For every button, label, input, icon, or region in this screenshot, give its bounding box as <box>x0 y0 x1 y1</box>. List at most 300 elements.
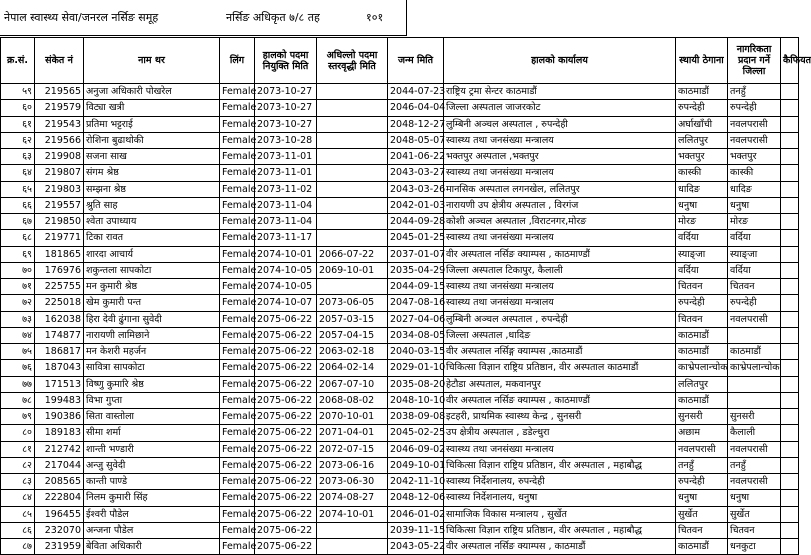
name-cell: शकुन्तला सापकोटा <box>84 262 220 278</box>
address-cell: नवलपरासी <box>676 441 728 457</box>
code-cell: 219579 <box>35 100 84 116</box>
column-header: क्र.सं. <box>1 38 35 84</box>
office-cell: लुम्बिनी अञ्चल अस्पताल , रुपन्देही <box>444 311 676 327</box>
code-cell: 219850 <box>35 214 84 230</box>
citizenship-district-cell: नवलपरासी <box>728 474 781 490</box>
address-cell: कास्की <box>676 165 728 181</box>
address-cell: काठमाडौं <box>676 392 728 408</box>
office-cell: राष्ट्रिय ट्रमा सेन्टर काठमाडौं <box>444 84 676 100</box>
code-cell: 231959 <box>35 539 84 555</box>
name-cell: विष्णु कुमारि श्रेष्ठ <box>84 376 220 392</box>
code-cell: 181865 <box>35 246 84 262</box>
address-cell: रुपन्देही <box>676 295 728 311</box>
table-row <box>1 295 799 311</box>
column-header: जन्म मिति <box>388 38 444 84</box>
table-row <box>1 360 799 376</box>
citizenship-district-cell: नवलपरासी <box>728 311 781 327</box>
birth-date-cell: 2034-08-05 <box>388 327 444 343</box>
gender-cell: Female <box>220 360 255 376</box>
upgrade-date-cell <box>317 132 388 148</box>
serial-cell: ७७ <box>1 376 35 392</box>
header-row <box>1 38 799 84</box>
upgrade-date-cell: 2071-04-01 <box>317 425 388 441</box>
name-cell: सजना साख <box>84 149 220 165</box>
remarks-cell <box>781 246 799 262</box>
code-cell: 174877 <box>35 327 84 343</box>
upgrade-date-cell <box>317 279 388 295</box>
name-cell: संगम श्रेष्ठ <box>84 165 220 181</box>
remarks-cell <box>781 197 799 213</box>
address-cell: काठमाडौं <box>676 539 728 555</box>
serial-cell: ८७ <box>1 539 35 555</box>
birth-date-cell: 2041-06-22 <box>388 149 444 165</box>
citizenship-district-cell: सुर्खेत <box>728 506 781 522</box>
serial-cell: ८५ <box>1 506 35 522</box>
citizenship-district-cell <box>728 392 781 408</box>
code-cell: 208565 <box>35 474 84 490</box>
citizenship-district-cell: तनहुँ <box>728 84 781 100</box>
name-cell: मन केशरी महर्जन <box>84 344 220 360</box>
address-cell: चितवन <box>676 279 728 295</box>
address-cell: धनुषा <box>676 197 728 213</box>
name-cell: ईश्वरी पौडेल <box>84 506 220 522</box>
table-row <box>1 490 799 506</box>
appointment-date-cell: 2075-06-22 <box>255 392 317 408</box>
column-header: अधिल्लो पदमा स्तरवृद्धी मिति <box>317 38 388 84</box>
birth-date-cell: 2037-01-07 <box>388 246 444 262</box>
upgrade-date-cell: 2073-06-30 <box>317 474 388 490</box>
birth-date-cell: 2046-01-02 <box>388 506 444 522</box>
name-cell: विट्या खत्री <box>84 100 220 116</box>
upgrade-date-cell <box>317 214 388 230</box>
gender-cell: Female <box>220 197 255 213</box>
table-row <box>1 149 799 165</box>
name-cell: श्रुति साह <box>84 197 220 213</box>
code-cell: 225018 <box>35 295 84 311</box>
name-cell: हिरा देवी ढुंगाना सुवेदी <box>84 311 220 327</box>
gender-cell: Female <box>220 457 255 473</box>
name-cell: कान्ती पाण्डे <box>84 474 220 490</box>
name-cell: शारदा आचार्य <box>84 246 220 262</box>
remarks-cell <box>781 425 799 441</box>
office-cell: स्वास्थ्य तथा जनसंख्या मन्त्रालय <box>444 230 676 246</box>
upgrade-date-cell <box>317 230 388 246</box>
birth-date-cell: 2043-03-26 <box>388 181 444 197</box>
gender-cell: Female <box>220 181 255 197</box>
upgrade-date-cell: 2074-10-01 <box>317 506 388 522</box>
code-cell: 225755 <box>35 279 84 295</box>
name-cell: श्वेता उपाध्याय <box>84 214 220 230</box>
birth-date-cell: 2035-04-29 <box>388 262 444 278</box>
name-cell: मन कुमारी श्रेष्ठ <box>84 279 220 295</box>
remarks-cell <box>781 344 799 360</box>
serial-cell: ७९ <box>1 409 35 425</box>
gender-cell: Female <box>220 490 255 506</box>
appointment-date-cell: 2073-11-04 <box>255 197 317 213</box>
remarks-cell <box>781 100 799 116</box>
code-cell: 222804 <box>35 490 84 506</box>
appointment-date-cell: 2074-10-05 <box>255 262 317 278</box>
serial-cell: ७० <box>1 262 35 278</box>
remarks-cell <box>781 409 799 425</box>
serial-cell: ८१ <box>1 441 35 457</box>
citizenship-district-cell: कास्की <box>728 165 781 181</box>
office-cell: स्वास्थ्य तथा जनसंख्या मन्त्रालय <box>444 165 676 181</box>
office-cell: मानसिक अस्पताल लगनखेल, ललितपुर <box>444 181 676 197</box>
serial-cell: ७३ <box>1 311 35 327</box>
appointment-date-cell: 2073-11-02 <box>255 181 317 197</box>
birth-date-cell: 2045-01-25 <box>388 230 444 246</box>
appointment-date-cell: 2074-10-05 <box>255 279 317 295</box>
remarks-cell <box>781 214 799 230</box>
address-cell: ललितपुर <box>676 132 728 148</box>
remarks-cell <box>781 522 799 538</box>
office-cell: भक्तपुर अस्पताल ,भक्तपुर <box>444 149 676 165</box>
name-cell: विभा गुप्ता <box>84 392 220 408</box>
birth-date-cell: 2049-10-01 <box>388 457 444 473</box>
remarks-cell <box>781 181 799 197</box>
remarks-cell <box>781 327 799 343</box>
name-cell: टिका रावत <box>84 230 220 246</box>
upgrade-date-cell: 2070-10-01 <box>317 409 388 425</box>
birth-date-cell: 2039-11-15 <box>388 522 444 538</box>
serial-cell: ८६ <box>1 522 35 538</box>
birth-date-cell: 2047-08-16 <box>388 295 444 311</box>
code-cell: 217044 <box>35 457 84 473</box>
table-row <box>1 116 799 132</box>
address-cell: स्याङ्जा <box>676 246 728 262</box>
serial-cell: ६४ <box>1 165 35 181</box>
upgrade-date-cell <box>317 84 388 100</box>
gender-cell: Female <box>220 539 255 555</box>
citizenship-district-cell: रुपन्देही <box>728 100 781 116</box>
column-header: कैफियत <box>781 38 799 84</box>
code-cell: 219565 <box>35 84 84 100</box>
table-row <box>1 474 799 490</box>
remarks-cell <box>781 441 799 457</box>
roster-table <box>0 37 811 555</box>
serial-cell: ६५ <box>1 181 35 197</box>
address-cell: वर्दिया <box>676 230 728 246</box>
name-cell: रोशिना बुढाथोकी <box>84 132 220 148</box>
office-cell: चिकित्सा विज्ञान राष्ट्रिय प्रतिष्ठान, वीर अस्पताल , महाबौद्ध <box>444 457 676 473</box>
citizenship-district-cell: सुनसरी <box>728 409 781 425</box>
citizenship-district-cell: स्याङ्जा <box>728 246 781 262</box>
remarks-cell <box>781 392 799 408</box>
table-row <box>1 214 799 230</box>
birth-date-cell: 2027-04-06 <box>388 311 444 327</box>
citizenship-district-cell: काभ्रेपलान्चोक <box>728 360 781 376</box>
office-cell: वीर अस्पताल नर्सिङ क्याम्पस , काठमाण्डौं <box>444 392 676 408</box>
code-cell: 232070 <box>35 522 84 538</box>
appointment-date-cell: 2074-10-07 <box>255 295 317 311</box>
birth-date-cell: 2048-05-07 <box>388 132 444 148</box>
appointment-date-cell: 2075-06-22 <box>255 490 317 506</box>
code-cell: 219908 <box>35 149 84 165</box>
column-header: संकेत नं <box>35 38 84 84</box>
table-row <box>1 279 799 295</box>
citizenship-district-cell: रुपन्देही <box>728 295 781 311</box>
code-cell: 219543 <box>35 116 84 132</box>
address-cell: भक्तपुर <box>676 149 728 165</box>
office-cell: चिकित्सा विज्ञान राष्ट्रिय प्रतिष्ठान, वीर अस्पताल काठमाडौं <box>444 360 676 376</box>
name-cell: अन्जु सुवेदी <box>84 457 220 473</box>
citizenship-district-cell: चितवन <box>728 279 781 295</box>
birth-date-cell: 2035-08-20 <box>388 376 444 392</box>
serial-cell: ६९ <box>1 246 35 262</box>
remarks-cell <box>781 84 799 100</box>
gender-cell: Female <box>220 165 255 181</box>
serial-cell: ६१ <box>1 116 35 132</box>
remarks-cell <box>781 474 799 490</box>
birth-date-cell: 2044-09-15 <box>388 279 444 295</box>
code-cell: 196455 <box>35 506 84 522</box>
office-cell: स्वास्थ्य तथा जनसंख्या मन्त्रालय <box>444 441 676 457</box>
serial-cell: ६२ <box>1 132 35 148</box>
appointment-date-cell: 2075-06-22 <box>255 360 317 376</box>
serial-cell: ८४ <box>1 490 35 506</box>
address-cell: चितवन <box>676 311 728 327</box>
upgrade-date-cell: 2067-07-10 <box>317 376 388 392</box>
gender-cell: Female <box>220 311 255 327</box>
birth-date-cell: 2048-10-10 <box>388 392 444 408</box>
gender-cell: Female <box>220 84 255 100</box>
code-cell: 190386 <box>35 409 84 425</box>
address-cell: अछाम <box>676 425 728 441</box>
serial-cell: ६६ <box>1 197 35 213</box>
remarks-cell <box>781 360 799 376</box>
table-row <box>1 522 799 538</box>
serial-cell: ६७ <box>1 214 35 230</box>
serial-cell: ७१ <box>1 279 35 295</box>
table-row <box>1 425 799 441</box>
document-header <box>0 0 407 36</box>
name-cell: नारायणी लामिछाने <box>84 327 220 343</box>
table-row <box>1 409 799 425</box>
office-cell: इटहरी, प्राथमिक स्वास्थ्य केन्द्र , सुनसरी <box>444 409 676 425</box>
office-cell: जिल्ला अस्पताल टिकापुर, कैलाली <box>444 262 676 278</box>
citizenship-district-cell: नवलपरासी <box>728 116 781 132</box>
birth-date-cell: 2048-12-06 <box>388 490 444 506</box>
upgrade-date-cell <box>317 539 388 555</box>
serial-cell: ७५ <box>1 344 35 360</box>
gender-cell: Female <box>220 246 255 262</box>
upgrade-date-cell <box>317 165 388 181</box>
code-cell: 162038 <box>35 311 84 327</box>
citizenship-district-cell: तनहुँ <box>728 457 781 473</box>
appointment-date-cell: 2075-06-22 <box>255 441 317 457</box>
office-cell: उप क्षेत्रीय अस्पताल , डडेल्धुरा <box>444 425 676 441</box>
upgrade-date-cell: 2073-06-05 <box>317 295 388 311</box>
citizenship-district-cell: धनकुटा <box>728 539 781 555</box>
post-title: नर्सिङ अधिकृत ७/८ तह <box>226 11 320 24</box>
serial-cell: ६३ <box>1 149 35 165</box>
remarks-cell <box>781 376 799 392</box>
office-cell: स्वास्थ्य तथा जनसंख्या मन्त्रालय <box>444 132 676 148</box>
gender-cell: Female <box>220 214 255 230</box>
upgrade-date-cell: 2068-08-02 <box>317 392 388 408</box>
appointment-date-cell: 2075-06-22 <box>255 425 317 441</box>
appointment-date-cell: 2075-06-22 <box>255 539 317 555</box>
appointment-date-cell: 2075-06-22 <box>255 474 317 490</box>
office-cell: स्वास्थ्य निर्देशनालय, धनुषा <box>444 490 676 506</box>
office-cell: स्वास्थ्य निर्देशनालय, रुपन्देही <box>444 474 676 490</box>
name-cell: अनुजा अधिकारी पोखरेल <box>84 84 220 100</box>
serial-cell: ६० <box>1 100 35 116</box>
appointment-date-cell: 2075-06-22 <box>255 409 317 425</box>
remarks-cell <box>781 539 799 555</box>
birth-date-cell: 2044-07-23 <box>388 84 444 100</box>
gender-cell: Female <box>220 409 255 425</box>
office-cell: स्वास्थ्य तथा जनसंख्या मन्त्रालय <box>444 295 676 311</box>
gender-cell: Female <box>220 376 255 392</box>
serial-cell: ८३ <box>1 474 35 490</box>
remarks-cell <box>781 490 799 506</box>
remarks-cell <box>781 165 799 181</box>
name-cell: सम्झना श्रेष्ठ <box>84 181 220 197</box>
remarks-cell <box>781 149 799 165</box>
citizenship-district-cell: नवलपरासी <box>728 441 781 457</box>
name-cell: अन्जना पौडेल <box>84 522 220 538</box>
gender-cell: Female <box>220 230 255 246</box>
appointment-date-cell: 2073-11-04 <box>255 214 317 230</box>
appointment-date-cell: 2073-10-27 <box>255 100 317 116</box>
birth-date-cell: 2043-05-22 <box>388 539 444 555</box>
department-name: नेपाल स्वास्थ्य सेवा/जनरल नर्सिङ समूह <box>4 11 159 24</box>
column-header: हालको कार्यालय <box>444 38 676 84</box>
remarks-cell <box>781 230 799 246</box>
table-row <box>1 246 799 262</box>
name-cell: सिता वास्तोला <box>84 409 220 425</box>
remarks-cell <box>781 506 799 522</box>
address-cell: काठमाडौं <box>676 327 728 343</box>
upgrade-date-cell: 2066-07-22 <box>317 246 388 262</box>
appointment-date-cell: 2074-10-01 <box>255 246 317 262</box>
remarks-cell <box>781 116 799 132</box>
gender-cell: Female <box>220 262 255 278</box>
column-header: हालको पदमा नियुक्ति मिति <box>255 38 317 84</box>
remarks-cell <box>781 279 799 295</box>
birth-date-cell: 2029-01-10 <box>388 360 444 376</box>
gender-cell: Female <box>220 132 255 148</box>
address-cell: काठमाडौं <box>676 84 728 100</box>
birth-date-cell: 2046-04-04 <box>388 100 444 116</box>
code-cell: 219771 <box>35 230 84 246</box>
table-row <box>1 165 799 181</box>
office-cell: वीर अस्पताल नर्सिङ्ग क्याम्पस ,काठमाडौं <box>444 344 676 360</box>
upgrade-date-cell <box>317 149 388 165</box>
address-cell: मोरङ <box>676 214 728 230</box>
table-row <box>1 311 799 327</box>
citizenship-district-cell: वर्दिया <box>728 230 781 246</box>
name-cell: शान्ती भण्डारी <box>84 441 220 457</box>
code-cell: 186817 <box>35 344 84 360</box>
code-cell: 219807 <box>35 165 84 181</box>
table-row <box>1 181 799 197</box>
office-cell: नारायणी उप क्षेत्रीय अस्पताल , विरगंज <box>444 197 676 213</box>
upgrade-date-cell <box>317 100 388 116</box>
appointment-date-cell: 2073-10-27 <box>255 116 317 132</box>
office-cell: सामाजिक विकास मन्त्रालय , सुर्खेत <box>444 506 676 522</box>
citizenship-district-cell: मोरङ <box>728 214 781 230</box>
address-cell: ललितपुर <box>676 376 728 392</box>
appointment-date-cell: 2073-11-01 <box>255 149 317 165</box>
citizenship-district-cell: नवलपरासी <box>728 132 781 148</box>
column-header: स्थायी ठेगाना <box>676 38 728 84</box>
address-cell: काठमाडौं <box>676 344 728 360</box>
appointment-date-cell: 2073-10-28 <box>255 132 317 148</box>
table-row <box>1 132 799 148</box>
citizenship-district-cell: कैलाली <box>728 425 781 441</box>
remarks-cell <box>781 262 799 278</box>
remarks-cell <box>781 132 799 148</box>
citizenship-district-cell: काठमाडौं <box>728 344 781 360</box>
upgrade-date-cell <box>317 116 388 132</box>
gender-cell: Female <box>220 327 255 343</box>
upgrade-date-cell <box>317 197 388 213</box>
gender-cell: Female <box>220 295 255 311</box>
appointment-date-cell: 2075-06-22 <box>255 344 317 360</box>
table-row <box>1 392 799 408</box>
code-cell: 219566 <box>35 132 84 148</box>
gender-cell: Female <box>220 506 255 522</box>
table-row <box>1 197 799 213</box>
birth-date-cell: 2043-03-27 <box>388 165 444 181</box>
table-row <box>1 344 799 360</box>
upgrade-date-cell: 2074-08-27 <box>317 490 388 506</box>
serial-cell: ७६ <box>1 360 35 376</box>
name-cell: खेम कुमारी पन्त <box>84 295 220 311</box>
upgrade-date-cell: 2057-03-15 <box>317 311 388 327</box>
table-row <box>1 506 799 522</box>
table-row <box>1 327 799 343</box>
table-row <box>1 84 799 100</box>
code-cell: 199483 <box>35 392 84 408</box>
appointment-date-cell: 2073-11-01 <box>255 165 317 181</box>
table-row <box>1 441 799 457</box>
page-number: १०१ <box>366 11 384 24</box>
table-row <box>1 100 799 116</box>
address-cell: अर्घाखाँची <box>676 116 728 132</box>
address-cell: रुपन्देही <box>676 100 728 116</box>
name-cell: बेविता अधिकारी <box>84 539 220 555</box>
gender-cell: Female <box>220 522 255 538</box>
citizenship-district-cell: धादिङ <box>728 181 781 197</box>
serial-cell: ६८ <box>1 230 35 246</box>
gender-cell: Female <box>220 100 255 116</box>
upgrade-date-cell: 2057-04-15 <box>317 327 388 343</box>
appointment-date-cell: 2075-06-22 <box>255 522 317 538</box>
gender-cell: Female <box>220 279 255 295</box>
citizenship-district-cell: चितवन <box>728 522 781 538</box>
birth-date-cell: 2040-03-15 <box>388 344 444 360</box>
upgrade-date-cell: 2069-10-01 <box>317 262 388 278</box>
office-cell: जिल्ला अस्पताल जाजरकोट <box>444 100 676 116</box>
office-cell: चिकित्सा विज्ञान राष्ट्रिय प्रतिष्ठान, वीर अस्पताल , महाबौद्ध <box>444 522 676 538</box>
gender-cell: Female <box>220 344 255 360</box>
column-header: लिंग <box>220 38 255 84</box>
code-cell: 189183 <box>35 425 84 441</box>
birth-date-cell: 2048-12-27 <box>388 116 444 132</box>
remarks-cell <box>781 311 799 327</box>
birth-date-cell: 2038-09-08 <box>388 409 444 425</box>
gender-cell: Female <box>220 392 255 408</box>
table-row <box>1 262 799 278</box>
appointment-date-cell: 2073-10-27 <box>255 84 317 100</box>
upgrade-date-cell <box>317 522 388 538</box>
serial-cell: ७२ <box>1 295 35 311</box>
code-cell: 187043 <box>35 360 84 376</box>
